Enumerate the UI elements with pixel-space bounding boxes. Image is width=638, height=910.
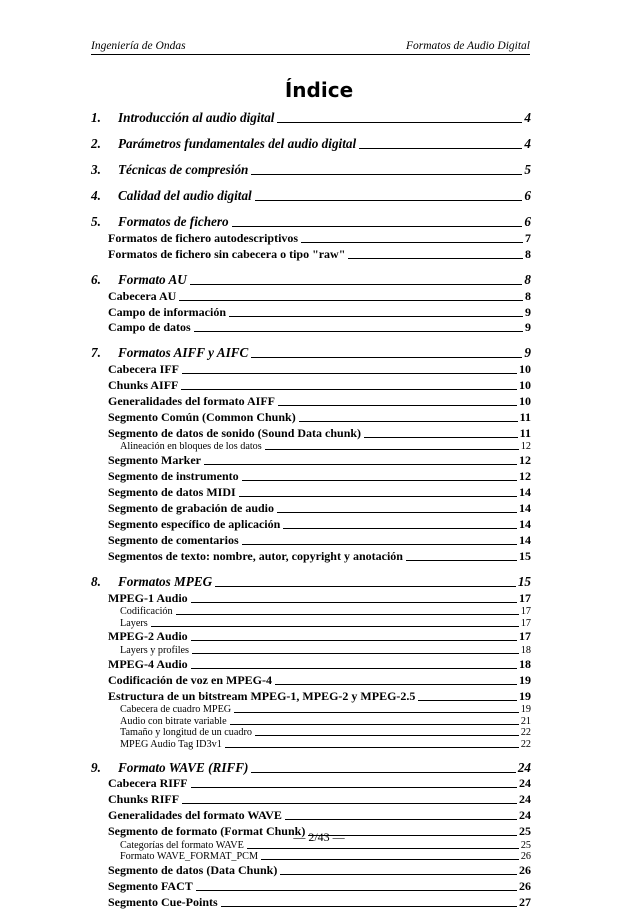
toc-entry-number: 6.: [91, 271, 101, 287]
toc-page-number: 12: [520, 441, 531, 453]
toc-leader: [181, 389, 517, 390]
toc-entry-title: [108, 394, 275, 409]
toc-entry-title: [108, 247, 345, 262]
toc-entry-title: [120, 716, 227, 727]
toc-page-number: 10: [519, 362, 531, 377]
toc-page-number: 14: [519, 532, 531, 547]
toc-entry-text: Técnicas de compresión: [118, 162, 249, 177]
toc-leader: [275, 684, 517, 685]
toc-entry-text: Cabecera de cuadro MPEG: [120, 704, 232, 716]
toc-entry-title: [108, 320, 191, 335]
toc-leader: [176, 614, 519, 615]
toc-entry-text: Segmento de formato (Format Chunk): [108, 824, 306, 839]
toc-page-number: 9: [525, 304, 531, 319]
toc-entry-text: Chunks RIFF: [108, 792, 180, 807]
toc-entry-text: Segmento Cue-Points: [108, 894, 218, 909]
page-title: Índice: [284, 78, 354, 102]
toc-entry-text: Codificación de voz en MPEG-4: [108, 672, 272, 687]
toc-leader: [285, 819, 517, 820]
toc-entry-text: Segmento de datos (Data Chunk): [108, 863, 278, 878]
toc-leader: [255, 200, 523, 201]
toc-leader: [151, 626, 519, 627]
toc-entry-text: Introducción al audio digital: [118, 110, 275, 125]
toc-entry-title: [108, 517, 280, 532]
toc-entry-title: [120, 441, 262, 452]
toc-page-number: 24: [517, 759, 531, 775]
toc-entry[interactable]: [91, 339, 531, 361]
toc-entry-title: [91, 574, 212, 590]
toc-page-number: 9: [525, 320, 531, 335]
toc-page-number: 17: [519, 590, 531, 605]
toc-entry[interactable]: [91, 304, 531, 320]
toc-entry-title: [108, 305, 226, 320]
toc-entry-text: MPEG-4 Audio: [108, 656, 188, 671]
toc-leader: [194, 331, 523, 332]
toc-entry-text: Segmentos de texto: nombre, autor, copyright y anotación: [108, 548, 403, 563]
toc-entry-title: [108, 591, 188, 606]
toc-entry[interactable]: [91, 320, 531, 336]
toc-leader: [196, 890, 517, 891]
toc-entry[interactable]: [91, 532, 531, 548]
toc-page-number: 24: [519, 808, 531, 823]
toc-entry[interactable]: [91, 791, 531, 807]
toc-entry-number: 9.: [91, 759, 101, 775]
page-header: [91, 38, 530, 55]
toc-entry-title: [120, 618, 148, 629]
toc-page-number: 11: [519, 410, 531, 425]
toc-page-number: 8: [525, 288, 531, 303]
toc-entry[interactable]: [91, 500, 531, 516]
toc-leader: [182, 803, 517, 804]
toc-entry[interactable]: [91, 246, 531, 262]
toc-entry[interactable]: [91, 425, 531, 441]
toc-entry-text: Segmento de datos MIDI: [108, 485, 236, 500]
toc-entry-text: Layers: [120, 617, 148, 629]
toc-page-number: 19: [520, 704, 531, 716]
toc-entry-text: Categorías del formato WAVE: [120, 839, 244, 851]
toc-page-number: 19: [519, 672, 531, 687]
toc-page-number: 17: [520, 617, 531, 629]
toc-page-number: 26: [520, 851, 531, 863]
toc-leader: [191, 668, 517, 669]
toc-entry-title: [108, 469, 239, 484]
toc-entry[interactable]: [91, 230, 531, 246]
toc-entry-title: [108, 776, 188, 791]
toc-leader: [232, 226, 523, 227]
toc-entry-text: Segmento Marker: [108, 453, 201, 468]
toc-entry-text: Cabecera IFF: [108, 362, 179, 377]
toc-leader: [283, 528, 517, 529]
toc-page-number: 17: [519, 629, 531, 644]
toc-entry-text: Formatos AIFF y AIFC: [118, 345, 249, 361]
toc-page-number: 8: [524, 271, 531, 287]
toc-entry-text: Campo de información: [108, 304, 226, 319]
toc-leader: [242, 544, 517, 545]
toc-page-number: 9: [524, 345, 531, 361]
toc-entry-text: Formatos de fichero autodescriptivos: [108, 230, 299, 245]
toc-entry-title: [108, 533, 239, 548]
toc-entry-title: [120, 606, 173, 617]
toc-entry-text: Alineación en bloques de los datos: [120, 441, 262, 453]
table-of-contents: [91, 104, 531, 910]
toc-page-number: 24: [519, 792, 531, 807]
toc-page-number: 25: [520, 839, 531, 851]
toc-leader: [278, 405, 517, 406]
toc-entry-text: Formatos de fichero: [118, 214, 229, 229]
toc-page-number: 10: [519, 394, 531, 409]
toc-entry-text: MPEG Audio Tag ID3v1: [120, 738, 222, 750]
toc-leader: [215, 586, 516, 587]
toc-entry-title: [108, 289, 176, 304]
toc-entry-title: [108, 362, 179, 377]
toc-leader: [251, 174, 522, 175]
toc-entry[interactable]: [91, 409, 531, 425]
toc-entry-title: [108, 792, 179, 807]
toc-entry-title: [108, 673, 272, 688]
toc-entry-text: Segmento de instrumento: [108, 469, 239, 484]
toc-entry-text: Formato WAVE_FORMAT_PCM: [120, 851, 259, 863]
toc-entry-title: [108, 410, 296, 425]
toc-leader: [301, 242, 523, 243]
toc-page-number: 14: [519, 485, 531, 500]
toc-entry-text: Segmento de grabación de audio: [108, 500, 275, 515]
toc-entry-title: [108, 549, 403, 564]
toc-entry[interactable]: [91, 807, 531, 823]
toc-leader: [255, 735, 519, 736]
toc-entry-title: [108, 879, 193, 894]
toc-entry[interactable]: [91, 548, 531, 564]
toc-page-number: 4: [524, 110, 531, 125]
toc-leader: [234, 712, 519, 713]
toc-page-number: 8: [525, 246, 531, 261]
toc-entry[interactable]: [91, 590, 531, 606]
toc-entry[interactable]: [91, 754, 531, 776]
toc-entry[interactable]: [91, 688, 531, 704]
toc-page-number: 5: [524, 162, 531, 177]
toc-entry[interactable]: [91, 776, 531, 792]
toc-leader: [251, 357, 522, 358]
toc-entry-text: Segmento de comentarios: [108, 532, 239, 547]
toc-entry-title: [91, 162, 248, 178]
toc-entry[interactable]: [91, 130, 531, 152]
toc-leader: [239, 496, 517, 497]
toc-page-number: 26: [519, 863, 531, 878]
toc-entry-text: Formatos MPEG: [118, 573, 213, 589]
toc-entry[interactable]: [91, 878, 531, 894]
toc-entry[interactable]: [91, 704, 531, 716]
toc-entry-text: MPEG-1 Audio: [108, 590, 188, 605]
toc-entry-title: [108, 231, 298, 246]
toc-page-number: 15: [519, 548, 531, 563]
toc-entry-text: Segmento FACT: [108, 878, 193, 893]
toc-entry[interactable]: [91, 468, 531, 484]
toc-page-number: 11: [519, 425, 531, 440]
toc-entry-text: Formato WAVE (RIFF): [118, 759, 249, 775]
toc-leader: [280, 874, 517, 875]
toc-leader: [191, 640, 517, 641]
toc-leader: [221, 906, 517, 907]
toc-page-number: 18: [520, 644, 531, 656]
toc-entry-text: Chunks AIFF: [108, 378, 179, 393]
toc-leader: [277, 122, 522, 123]
toc-leader: [251, 772, 515, 773]
toc-entry[interactable]: [91, 851, 531, 863]
toc-page-number: 25: [519, 824, 531, 839]
toc-entry-title: [108, 657, 188, 672]
toc-leader: [359, 148, 522, 149]
toc-entry-title: [120, 704, 231, 715]
toc-entry[interactable]: [91, 104, 531, 126]
toc-entry-text: Formato AU: [118, 271, 187, 287]
toc-entry[interactable]: [91, 568, 531, 590]
toc-entry-title: [108, 895, 218, 910]
toc-entry-number: 8.: [91, 573, 101, 589]
toc-entry-title: [91, 760, 248, 776]
toc-entry-title: [108, 426, 361, 441]
toc-entry[interactable]: [91, 266, 531, 288]
toc-entry-title: [91, 110, 274, 126]
toc-page-number: 4: [524, 136, 531, 151]
toc-entry-title: [91, 188, 252, 204]
toc-leader: [242, 480, 517, 481]
toc-page-number: 10: [519, 378, 531, 393]
toc-leader: [348, 258, 523, 259]
toc-page-number: 18: [519, 656, 531, 671]
toc-entry-title: [108, 629, 188, 644]
toc-page-number: 19: [519, 688, 531, 703]
toc-entry-title: [91, 272, 187, 288]
toc-entry[interactable]: [91, 862, 531, 878]
toc-entry-title: [108, 378, 178, 393]
toc-leader: [182, 373, 517, 374]
toc-entry-number: 4.: [91, 188, 101, 203]
toc-entry[interactable]: [91, 361, 531, 377]
toc-entry-text: Audio con bitrate variable: [120, 715, 227, 727]
toc-leader: [299, 421, 518, 422]
toc-page-number: 7: [525, 230, 531, 245]
toc-entry-text: Formatos de fichero sin cabecera o tipo "raw": [108, 246, 346, 261]
toc-entry-text: Segmento de datos de sonido (Sound Data chunk): [108, 425, 362, 440]
toc-entry[interactable]: [91, 452, 531, 468]
toc-entry-title: [120, 727, 252, 738]
toc-page-number: 12: [519, 453, 531, 468]
toc-page-number: 21: [520, 715, 531, 727]
toc-page-number: 6: [524, 214, 531, 229]
toc-leader: [192, 653, 519, 654]
toc-entry-number: 7.: [91, 345, 101, 361]
toc-page-number: 24: [519, 776, 531, 791]
toc-leader: [265, 449, 519, 450]
toc-entry-text: Generalidades del formato AIFF: [108, 394, 275, 409]
toc-leader: [190, 284, 523, 285]
toc-entry[interactable]: [91, 715, 531, 727]
toc-entry-text: Generalidades del formato WAVE: [108, 808, 282, 823]
toc-page-number: 27: [519, 894, 531, 909]
toc-entry-title: [108, 808, 282, 823]
toc-leader: [247, 848, 519, 849]
toc-entry-text: Layers y profiles: [120, 644, 190, 656]
toc-page-number: 22: [520, 727, 531, 739]
toc-entry[interactable]: [91, 484, 531, 500]
toc-entry-title: [91, 136, 356, 152]
toc-page-number: 6: [524, 188, 531, 203]
toc-entry[interactable]: [91, 516, 531, 532]
toc-leader: [191, 602, 517, 603]
toc-leader: [418, 700, 517, 701]
toc-leader: [179, 300, 523, 301]
header-right: Formatos de Audio Digital: [405, 40, 530, 52]
toc-entry-number: 5.: [91, 214, 101, 229]
toc-entry-text: Cabecera AU: [108, 288, 177, 303]
toc-entry-text: Segmento Común (Common Chunk): [108, 410, 296, 425]
toc-page-number: 17: [520, 606, 531, 618]
toc-page-number: 14: [519, 516, 531, 531]
toc-entry-title: [108, 485, 236, 500]
toc-entry[interactable]: [91, 672, 531, 688]
toc-entry-text: Parámetros fundamentales del audio digital: [118, 136, 357, 151]
toc-entry[interactable]: [91, 644, 531, 656]
header-left: Ingeniería de Ondas: [91, 40, 186, 52]
toc-entry[interactable]: [91, 377, 531, 393]
toc-entry-text: Tamaño y longitud de un cuadro: [120, 727, 252, 739]
toc-entry-title: [108, 863, 277, 878]
toc-entry-text: Cabecera RIFF: [108, 776, 188, 791]
toc-entry-number: 3.: [91, 162, 101, 177]
toc-entry[interactable]: [91, 182, 531, 204]
toc-leader: [261, 859, 519, 860]
toc-leader: [406, 560, 517, 561]
toc-leader: [230, 724, 519, 725]
toc-leader: [225, 747, 519, 748]
toc-entry-title: [120, 645, 189, 656]
toc-page-number: 12: [519, 469, 531, 484]
toc-entry[interactable]: [91, 288, 531, 304]
page-number: — 2/43 —: [293, 830, 345, 844]
toc-leader: [364, 437, 518, 438]
toc-entry-text: Segmento específico de aplicación: [108, 516, 281, 531]
toc-page-number: 14: [519, 500, 531, 515]
toc-entry-text: Calidad del audio digital: [118, 188, 252, 203]
toc-entry-text: Estructura de un bitstream MPEG-1, MPEG-2 y MPEG-2.5: [108, 688, 416, 703]
toc-page-number: 22: [520, 738, 531, 750]
toc-entry[interactable]: [91, 393, 531, 409]
toc-leader: [229, 316, 523, 317]
toc-entry[interactable]: [91, 441, 531, 453]
toc-entry[interactable]: [91, 738, 531, 750]
toc-entry[interactable]: [91, 208, 531, 230]
toc-entry-title: [91, 214, 229, 230]
toc-leader: [204, 464, 517, 465]
toc-entry[interactable]: [91, 727, 531, 739]
toc-entry[interactable]: [91, 617, 531, 629]
toc-leader: [277, 512, 517, 513]
toc-entry-number: 2.: [91, 136, 101, 151]
toc-entry[interactable]: [91, 894, 531, 910]
toc-entry-title: [108, 689, 415, 704]
toc-entry-title: [91, 345, 248, 361]
toc-entry-text: MPEG-2 Audio: [108, 629, 188, 644]
toc-entry[interactable]: [91, 606, 531, 618]
toc-entry[interactable]: [91, 629, 531, 645]
toc-entry-text: Codificación: [120, 606, 173, 618]
toc-entry-title: [120, 851, 258, 862]
toc-page-number: 26: [519, 878, 531, 893]
toc-page-number: 15: [517, 573, 531, 589]
toc-entry-title: [108, 453, 201, 468]
toc-entry[interactable]: [91, 156, 531, 178]
toc-entry-number: 1.: [91, 110, 101, 125]
toc-entry-title: [108, 501, 274, 516]
toc-entry[interactable]: [91, 656, 531, 672]
toc-entry-title: [120, 739, 222, 750]
toc-leader: [191, 787, 517, 788]
toc-entry-text: Campo de datos: [108, 320, 191, 335]
